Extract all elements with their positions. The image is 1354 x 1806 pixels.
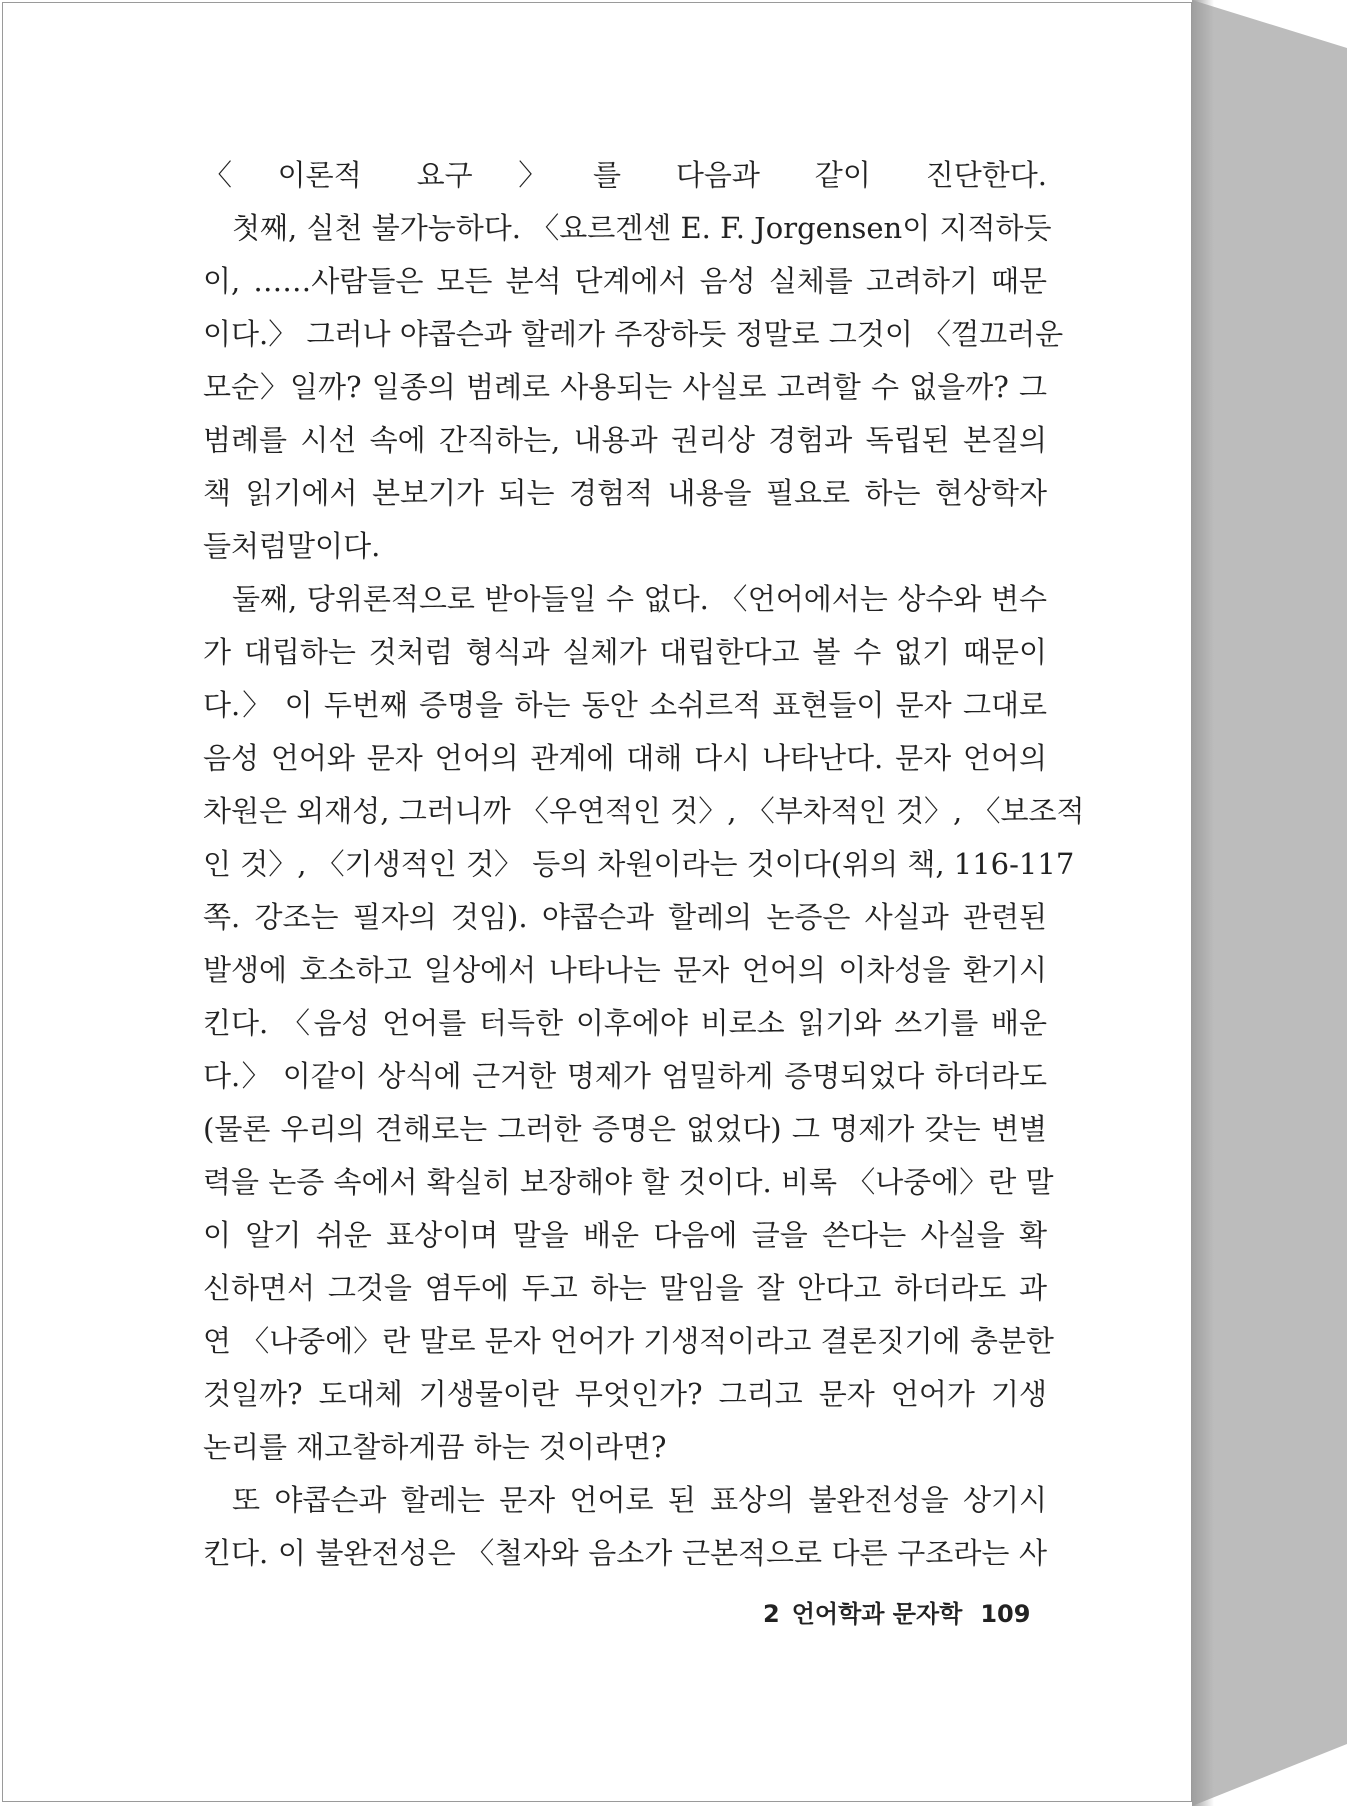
- text-line: 킨다. 이 불완전성은 〈철자와 음소가 근본적으로 다른 구조라는 사: [203, 1536, 1047, 1570]
- page-edge-stack: [1192, 0, 1347, 1806]
- text-line: 쪽. 강조는 필자의 것임). 야콥슨과 할레의 논증은 사실과 관련된: [203, 900, 1047, 934]
- text-line: 들처럼말이다.: [203, 529, 381, 563]
- footer-chapter-number: 2: [763, 1600, 780, 1628]
- text-line: 범례를 시선 속에 간직하는, 내용과 권리상 경험과 독립된 본질의: [203, 423, 1047, 457]
- text-line: 력을 논증 속에서 확실히 보장해야 할 것이다. 비록 〈나중에〉란 말: [203, 1165, 1054, 1199]
- text-line: 또 야콥슨과 할레는 문자 언어로 된 표상의 불완전성을 상기시: [232, 1483, 1047, 1517]
- text-line: 차원은 외재성, 그러니까 〈우연적인 것〉, 〈부차적인 것〉, 〈보조적: [203, 794, 1085, 828]
- text-line: 첫째, 실천 불가능하다. 〈요르겐센 E. F. Jorgensen이 지적하듯: [232, 211, 1052, 245]
- running-footer: [763, 1594, 1031, 1634]
- text-line: 가 대립하는 것처럼 형식과 실체가 대립한다고 볼 수 없기 때문이: [203, 635, 1047, 669]
- text-line: 모순〉일까? 일종의 범례로 사용되는 사실로 고려할 수 없을까? 그: [203, 370, 1047, 404]
- text-line: 인 것〉, 〈기생적인 것〉 등의 차원이라는 것이다(위의 책, 116-117: [203, 847, 1075, 881]
- text-line: 음성 언어와 문자 언어의 관계에 대해 다시 나타난다. 문자 언어의: [203, 741, 1047, 775]
- text-line: 다.〉 이 두번째 증명을 하는 동안 소쉬르적 표현들이 문자 그대로: [203, 688, 1047, 722]
- text-line: 킨다. 〈음성 언어를 터득한 이후에야 비로소 읽기와 쓰기를 배운: [203, 1006, 1047, 1040]
- text-line: 발생에 호소하고 일상에서 나타나는 문자 언어의 이차성을 환기시: [203, 953, 1047, 987]
- text-line: 다.〉 이같이 상식에 근거한 명제가 엄밀하게 증명되었다 하더라도: [203, 1059, 1047, 1093]
- text-line: 이다.〉 그러나 야콥슨과 할레가 주장하듯 정말로 그것이 〈껄끄러운: [203, 317, 1064, 351]
- text-line: 둘째, 당위론적으로 받아들일 수 없다. 〈언어에서는 상수와 변수: [232, 582, 1047, 616]
- body-text: [203, 149, 1085, 1580]
- book-page: [2, 2, 1192, 1802]
- text-line: 논리를 재고찰하게끔 하는 것이라면?: [203, 1430, 667, 1464]
- page-number: 109: [980, 1600, 1031, 1628]
- text-line: (물론 우리의 견해로는 그러한 증명은 없었다) 그 명제가 갖는 변별: [203, 1112, 1047, 1146]
- text-line: 연 〈나중에〉란 말로 문자 언어가 기생적이라고 결론짓기에 충분한: [203, 1324, 1054, 1358]
- page-edge-shadow: [1192, 0, 1214, 1806]
- text-line: 〈이론적 요구〉를 다음과 같이 진단한다.: [203, 158, 1047, 192]
- text-line: 신하면서 그것을 염두에 두고 하는 말임을 잘 안다고 하더라도 과: [203, 1271, 1047, 1305]
- text-line: 이, ……사람들은 모든 분석 단계에서 음성 실체를 고려하기 때문: [203, 264, 1047, 298]
- text-line: 책 읽기에서 본보기가 되는 경험적 내용을 필요로 하는 현상학자: [203, 476, 1047, 510]
- text-line: 이 알기 쉬운 표상이며 말을 배운 다음에 글을 쓴다는 사실을 확: [203, 1218, 1047, 1252]
- text-line: 것일까? 도대체 기생물이란 무엇인가? 그리고 문자 언어가 기생: [203, 1377, 1047, 1411]
- footer-chapter-title: 언어학과 문자학: [791, 1600, 963, 1628]
